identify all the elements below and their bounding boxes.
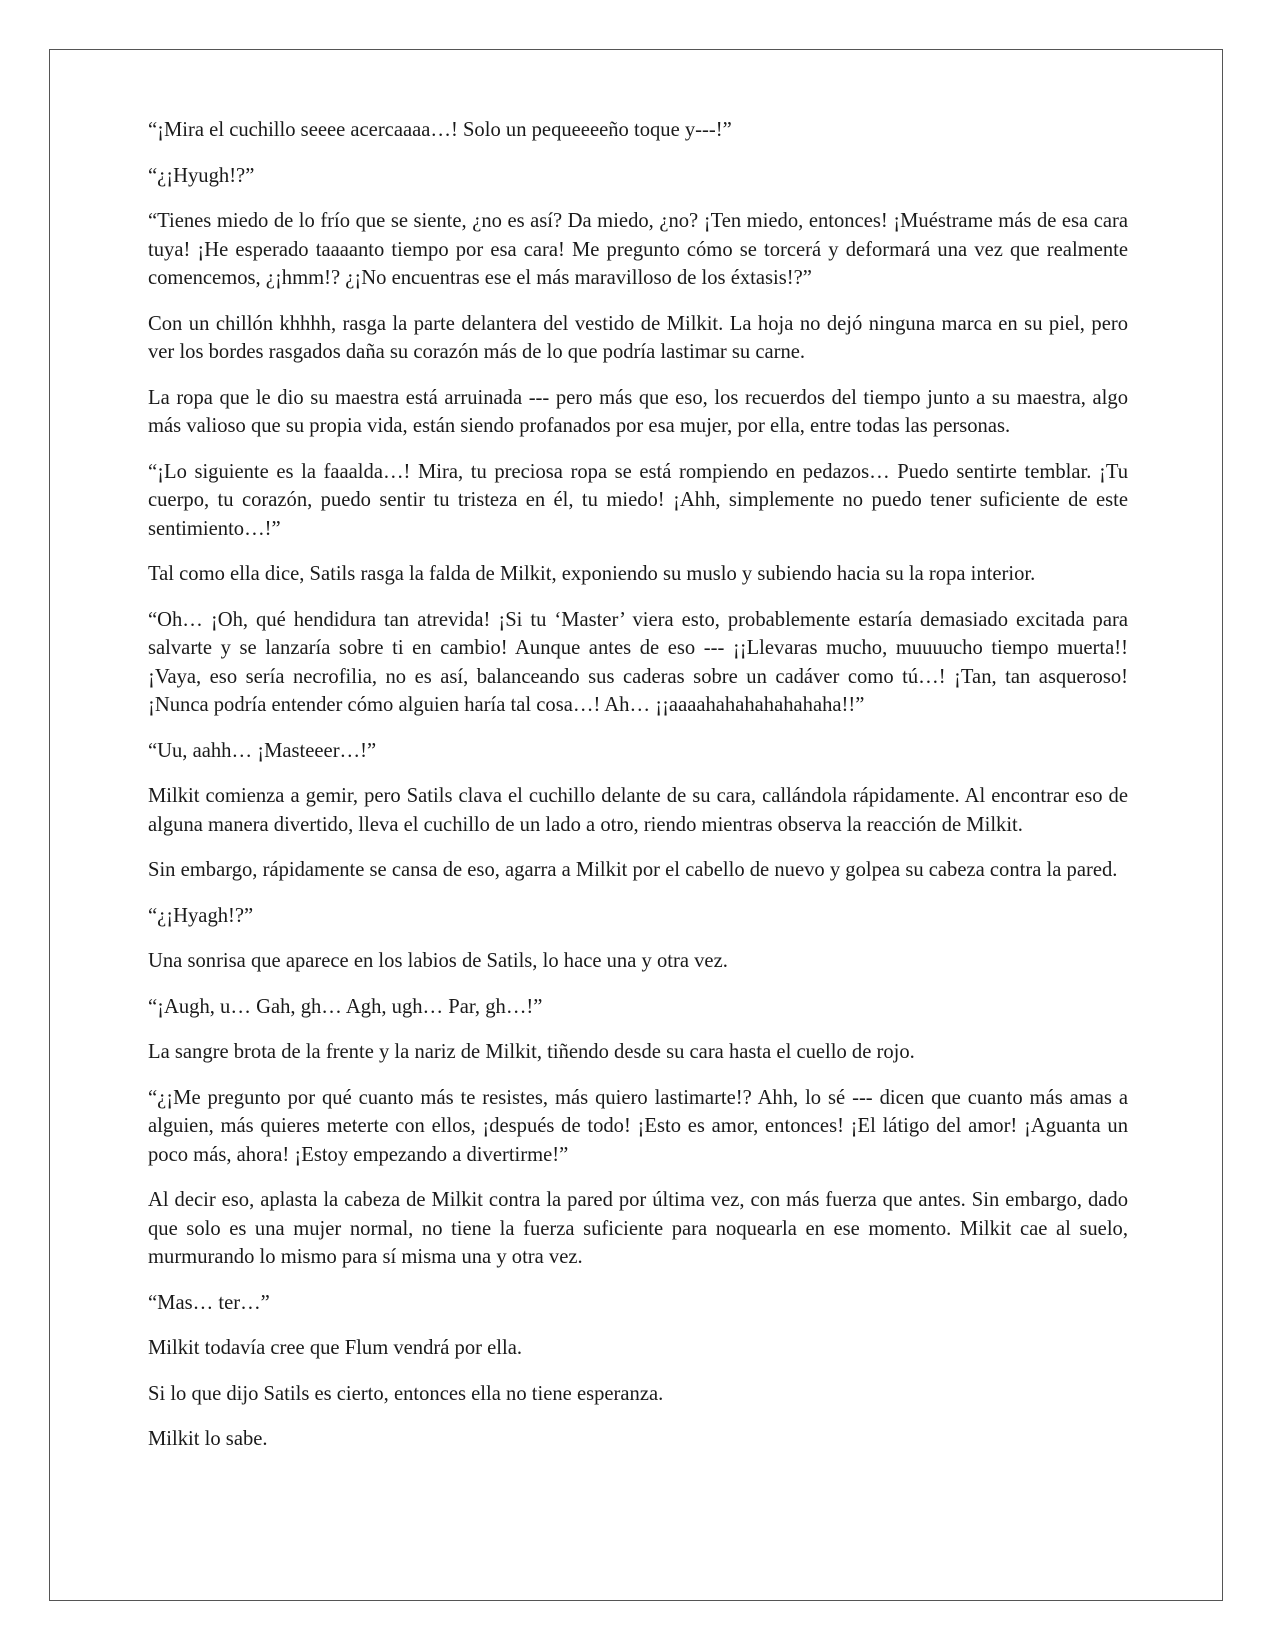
paragraph: Sin embargo, rápidamente se cansa de eso, agarra a Milkit por el cabello de nuevo y golpea su cabeza contra la pared. xyxy=(148,859,1118,881)
paragraph: “Tienes miedo de lo frío que se siente, ¿no es así? Da miedo, ¿no? ¡Ten miedo, entonces! ¡Muéstrame más de esa cara tuya! ¡He esperado taaaanto tiempo por esa cara! Me pregunto cómo se torcerá y deformará una vez que realmente comencemos, ¿¡hmm!? ¿¡No encuentras ese el más maravilloso de los éxtasis!?” xyxy=(148,210,1128,289)
paragraph: “Mas… ter…” xyxy=(148,1291,270,1314)
paragraph: La ropa que le dio su maestra está arruinada --- pero más que eso, los recuerdos del tiempo junto a su maestra, algo más valioso que su propia vida, están siendo profanados por esa mujer, por ella, entre todas las personas. xyxy=(148,386,1128,437)
paragraph: “¿¡Hyagh!?” xyxy=(148,904,254,927)
paragraph: “Uu, aahh… ¡Masteeer…!” xyxy=(148,739,377,762)
document-body xyxy=(148,116,1128,1471)
paragraph: Milkit lo sabe. xyxy=(148,1428,268,1450)
paragraph: Milkit todavía cree que Flum vendrá por ella. xyxy=(148,1337,523,1359)
paragraph: La sangre brota de la frente y la nariz de Milkit, tiñendo desde su cara hasta el cuello de rojo. xyxy=(148,1041,915,1063)
paragraph: Una sonrisa que aparece en los labios de Satils, lo hace una y otra vez. xyxy=(148,950,728,972)
paragraph: Con un chillón khhhh, rasga la parte delantera del vestido de Milkit. La hoja no dejó ninguna marca en su piel, pero ver los bordes rasgados daña su corazón más de lo que podría lastimar su carne. xyxy=(148,312,1128,363)
paragraph: Tal como ella dice, Satils rasga la falda de Milkit, exponiendo su muslo y subiendo hacia su la ropa interior. xyxy=(148,563,1036,585)
paragraph: “¡Augh, u… Gah, gh… Agh, ugh… Par, gh…!” xyxy=(148,995,543,1018)
paragraph: Milkit comienza a gemir, pero Satils clava el cuchillo delante de su cara, callándola rápidamente. Al encontrar eso de alguna manera divertido, lleva el cuchillo de un lado a otro, riendo mientras observa la reacción de Milkit. xyxy=(148,785,1128,836)
paragraph: “¡Lo siguiente es la faaalda…! Mira, tu preciosa ropa se está rompiendo en pedazos… Puedo sentirte temblar. ¡Tu cuerpo, tu corazón, puedo sentir tu tristeza en él, tu miedo! ¡Ahh, simplemente no puedo tener suficiente de este sentimiento…!” xyxy=(148,460,1128,540)
paragraph: “Oh… ¡Oh, qué hendidura tan atrevida! ¡Si tu ‘Master’ viera esto, probablemente estaría demasiado excitada para salvarte y se lanzaría sobre ti en cambio! Aunque antes de eso --- ¡¡Llevaras mucho, muuuucho tiempo muerta!! ¡Vaya, eso sería necrofilia, no es así, balanceando sus caderas sobre un cadáver como tú…! ¡Tan, tan asqueroso! ¡Nunca podría entender cómo alguien haría tal cosa…! Ah… ¡¡aaaahahahahahahaha!!” xyxy=(148,608,1128,716)
paragraph: “¡Mira el cuchillo seeee acercaaaa…! Solo un pequeeeeño toque y---!” xyxy=(148,119,732,141)
paragraph: “¿¡Me pregunto por qué cuanto más te resistes, más quiero lastimarte!? Ahh, lo sé --- dicen que cuanto más amas a alguien, más quieres meterte con ellos, ¡después de todo! ¡Esto es amor, entonces! ¡El látigo del amor! ¡Aguanta un poco más, ahora! ¡Estoy empezando a divertirme!” xyxy=(148,1086,1128,1166)
paragraph: “¿¡Hyugh!?” xyxy=(148,164,255,187)
paragraph: Si lo que dijo Satils es cierto, entonces ella no tiene esperanza. xyxy=(148,1382,664,1405)
paragraph: Al decir eso, aplasta la cabeza de Milkit contra la pared por última vez, con más fuerza que antes. Sin embargo, dado que solo es una mujer normal, no tiene la fuerza suficiente para noquearla en ese momento. Milkit cae al suelo, murmurando lo mismo para sí misma una y otra vez. xyxy=(148,1189,1128,1268)
